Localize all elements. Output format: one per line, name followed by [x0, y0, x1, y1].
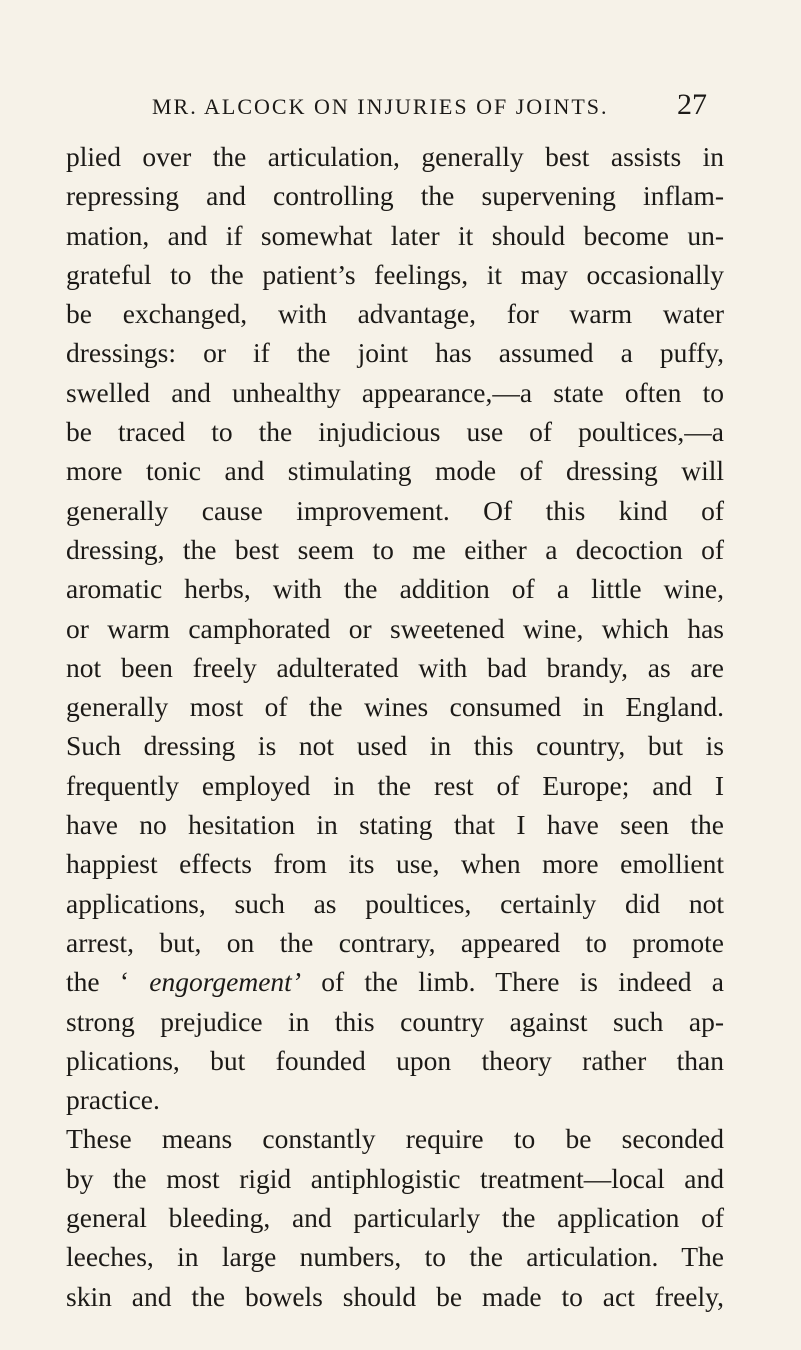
text-line: skin and the bowels should be made to act freely, — [66, 1280, 724, 1312]
text-line: leeches, in large numbers, to the articulation. The — [66, 1241, 724, 1273]
text-line: applications, such as poultices, certainly did not — [66, 887, 724, 919]
text-line: swelled and unhealthy appearance,—a state often to — [66, 376, 724, 408]
running-title: MR. ALCOCK ON INJURIES OF JOINTS. — [152, 94, 609, 119]
running-header — [100, 88, 707, 128]
paragraph-end-line: practice. — [66, 1084, 160, 1116]
text-line: or warm camphorated or sweetened wine, which has — [66, 612, 724, 644]
text-line: more tonic and stimulating mode of dressing will — [66, 455, 724, 487]
text-line: plications, but founded upon theory rather than — [66, 1044, 724, 1076]
text-segment: the ‘ — [66, 966, 150, 998]
text-line: Such dressing is not used in this country, but is — [66, 730, 724, 762]
text-line: repressing and controlling the supervening inflam- — [66, 180, 724, 212]
text-line: strong prejudice in this country against such ap- — [66, 1005, 724, 1037]
paragraph-start-line: These means constantly require to be seconded — [66, 1123, 724, 1155]
text-line-with-italic — [66, 962, 724, 1001]
text-line: mation, and if somewhat later it should become un- — [66, 219, 724, 251]
text-line: general bleeding, and particularly the application of — [66, 1202, 724, 1234]
text-line: happiest effects from its use, when more emollient — [66, 848, 724, 880]
text-line: dressing, the best seem to me either a decoction of — [66, 533, 724, 565]
text-line: generally most of the wines consumed in England. — [66, 691, 724, 723]
text-segment: of the limb. There is indeed a — [300, 966, 724, 998]
body-text — [66, 137, 724, 1316]
text-line: not been freely adulterated with bad brandy, as are — [66, 651, 724, 683]
text-line: plied over the articulation, generally best assists in — [66, 141, 724, 172]
text-line: arrest, but, on the contrary, appeared to promote — [66, 926, 724, 958]
text-line: by the most rigid antiphlogistic treatment—local and — [66, 1162, 724, 1194]
text-line: generally cause improvement. Of this kind of — [66, 494, 724, 526]
text-line: aromatic herbs, with the addition of a little wine, — [66, 573, 724, 605]
text-line: dressings: or if the joint has assumed a puffy, — [66, 337, 724, 369]
text-line: be traced to the injudicious use of poultices,—a — [66, 416, 724, 448]
text-line: be exchanged, with advantage, for warm water — [66, 298, 724, 330]
page-number: 27 — [677, 88, 707, 121]
text-line: frequently employed in the rest of Europe; and I — [66, 769, 724, 801]
italic-term: engorgement’ — [149, 966, 301, 998]
text-line: grateful to the patient’s feelings, it may occasionally — [66, 258, 724, 290]
text-line: have no hesitation in stating that I have seen the — [66, 809, 724, 841]
